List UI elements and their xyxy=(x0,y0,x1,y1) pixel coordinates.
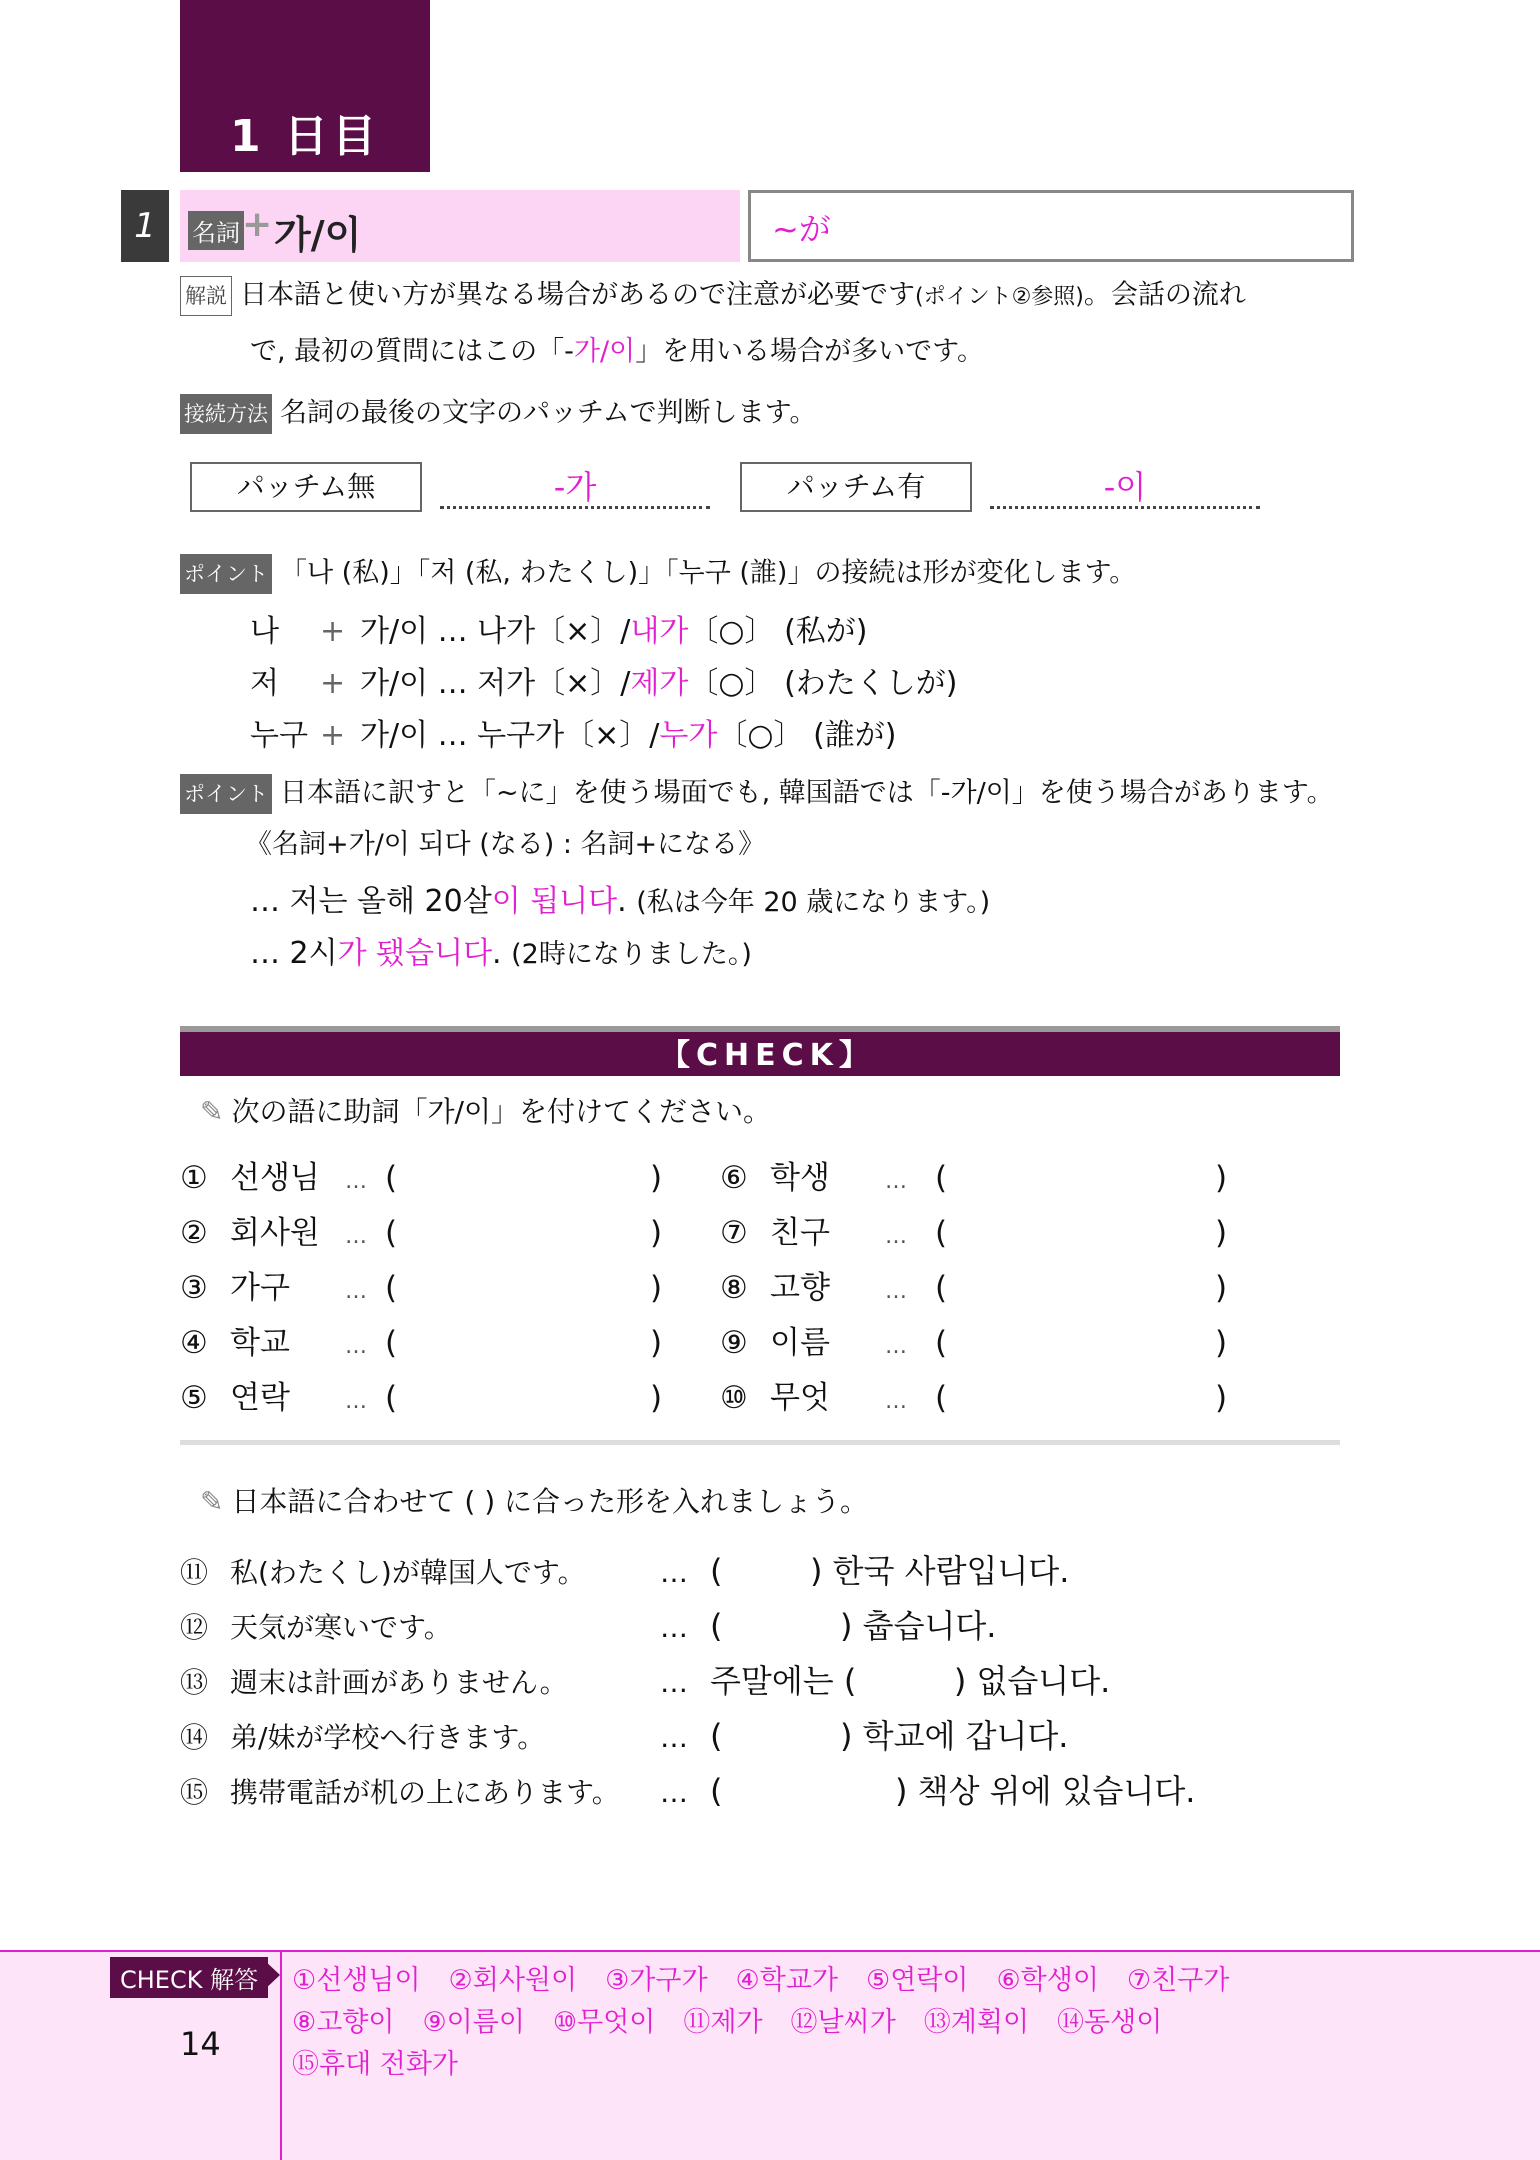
check-question: ① 선생님 … ( ) xyxy=(180,1160,663,1196)
explanation-line2: で, 最初の質問にはこの「- xyxy=(250,335,574,367)
batchim-ending: -이 xyxy=(990,462,1260,509)
point-2-label: ポイント xyxy=(180,774,272,814)
explanation-text: 日本語と使い方が異なる場合があるので注意が必要です xyxy=(240,279,915,311)
check-question: ⑤ 연락 … ( ) xyxy=(180,1380,663,1416)
check-question: ④ 학교 … ( ) xyxy=(180,1325,663,1361)
connection-label: 接続方法 xyxy=(180,394,272,434)
explanation-note: (ポイント②参照) xyxy=(915,284,1084,310)
answer-line-3: ⑮휴대 전화가 xyxy=(292,2049,458,2080)
check-question: ⑩ 무엇 … ( ) xyxy=(720,1380,1228,1416)
meaning-box xyxy=(748,190,1354,262)
explanation-line2-end: 」を用いる場合が多いです。 xyxy=(635,335,985,367)
noun-tag: 名詞 xyxy=(188,211,244,250)
check-instruction-1: ✎ 次の語に助詞「가/이」を付けてください。 xyxy=(200,1095,772,1128)
point-1-row: 저 + 가/이 … 저가〔×〕/제가〔○〕 (わたくしが) xyxy=(250,666,958,701)
check-question: ⑧ 고향 … ( ) xyxy=(720,1270,1228,1306)
check-instruction-2: ✎ 日本語に合わせて ( ) に合った形を入れましょう。 xyxy=(200,1485,869,1518)
point-1-row: 누구 + 가/이 … 누구가〔×〕/누가〔○〕 (誰が) xyxy=(250,718,897,753)
grammar-pattern: 가/이 xyxy=(274,213,362,257)
batchim-box: パッチム有 xyxy=(740,462,972,512)
connection-method xyxy=(180,394,817,434)
explanation-text-end: 。会話の流れ xyxy=(1083,279,1246,311)
check-question: ⑥ 학생 … ( ) xyxy=(720,1160,1228,1196)
point-1 xyxy=(180,554,1136,594)
check-question: ② 회사원 … ( ) xyxy=(180,1215,663,1251)
point-1-label: ポイント xyxy=(180,554,272,594)
sentence-row: ⑪ 私(わたくし)が韓国人です。 … ( ) 한국 사람입니다. xyxy=(180,1552,1070,1590)
pencil-icon: ✎ xyxy=(200,1485,224,1518)
day-title: 1 日目 xyxy=(230,111,380,162)
point-2 xyxy=(180,774,1334,814)
sentence-row: ⑫ 天気が寒いです。 … ( ) 춥습니다. xyxy=(180,1607,997,1645)
explanation-highlight: 가/이 xyxy=(573,335,636,367)
connection-text: 名詞の最後の文字のパッチムで判断します。 xyxy=(280,397,817,429)
check-answer-label: CHECK 解答 xyxy=(110,1957,268,1998)
check-question: ⑦ 친구 … ( ) xyxy=(720,1215,1228,1251)
point-2-text: 日本語に訳すと「~に」を使う場面でも, 韓国語では「-가/이」を使う場合があります。 xyxy=(280,777,1334,809)
answer-line-2: ⑧고향이 ⑨이름이 ⑩무엇이 ⑪제가 ⑫날씨가 ⑬계획이 ⑭동생이 xyxy=(292,2007,1163,2038)
page-number: 14 xyxy=(180,2025,221,2063)
check-title: 【CHECK】 xyxy=(660,1038,875,1073)
point-1-row: 나 + 가/이 … 나가〔×〕/내가〔○〕 (私が) xyxy=(250,614,868,649)
explanation xyxy=(180,276,1360,371)
check-question: ③ 가구 … ( ) xyxy=(180,1270,663,1306)
footer-line xyxy=(0,1950,1540,1952)
plus-sign: + xyxy=(242,204,273,245)
meaning-text: ~が xyxy=(772,210,831,248)
answer-arrow-icon xyxy=(262,1958,280,1992)
check-question: ⑨ 이름 … ( ) xyxy=(720,1325,1228,1361)
sentence-row: ⑮ 携帯電話が机の上にあります。 … ( ) 책상 위에 있습니다. xyxy=(180,1772,1196,1810)
answer-line-1: ①선생님이 ②회사원이 ③가구가 ④학교가 ⑤연락이 ⑥학생이 ⑦친구가 xyxy=(292,1965,1230,1996)
footer-divider xyxy=(280,1950,282,2160)
no-batchim-ending: -가 xyxy=(440,462,710,509)
no-batchim-box: パッチム無 xyxy=(190,462,422,512)
point-1-text: 「나 (私)」「저 (私, わたくし)」「누구 (誰)」の接続は形が変化します。 xyxy=(280,557,1137,589)
sentence-row: ⑬ 週末は計画がありません。 … 주말에는 ( ) 없습니다. xyxy=(180,1662,1111,1700)
point-2-rule: 《名詞+가/이 되다 (なる) : 名詞+になる》 xyxy=(245,829,766,860)
sentence-row: ⑭ 弟/妹が学校へ行きます。 … ( ) 학교에 갑니다. xyxy=(180,1717,1069,1755)
point-2-example-2: … 2시가 됐습니다. (2時になりました。) xyxy=(250,936,752,971)
point-2-example-1: … 저는 올해 20살이 됩니다. (私は今年 20 歳になります。) xyxy=(250,884,991,919)
section-number: 1 xyxy=(121,190,169,262)
explanation-label: 解説 xyxy=(180,276,232,316)
pencil-icon: ✎ xyxy=(200,1095,224,1128)
divider xyxy=(180,1440,1340,1445)
